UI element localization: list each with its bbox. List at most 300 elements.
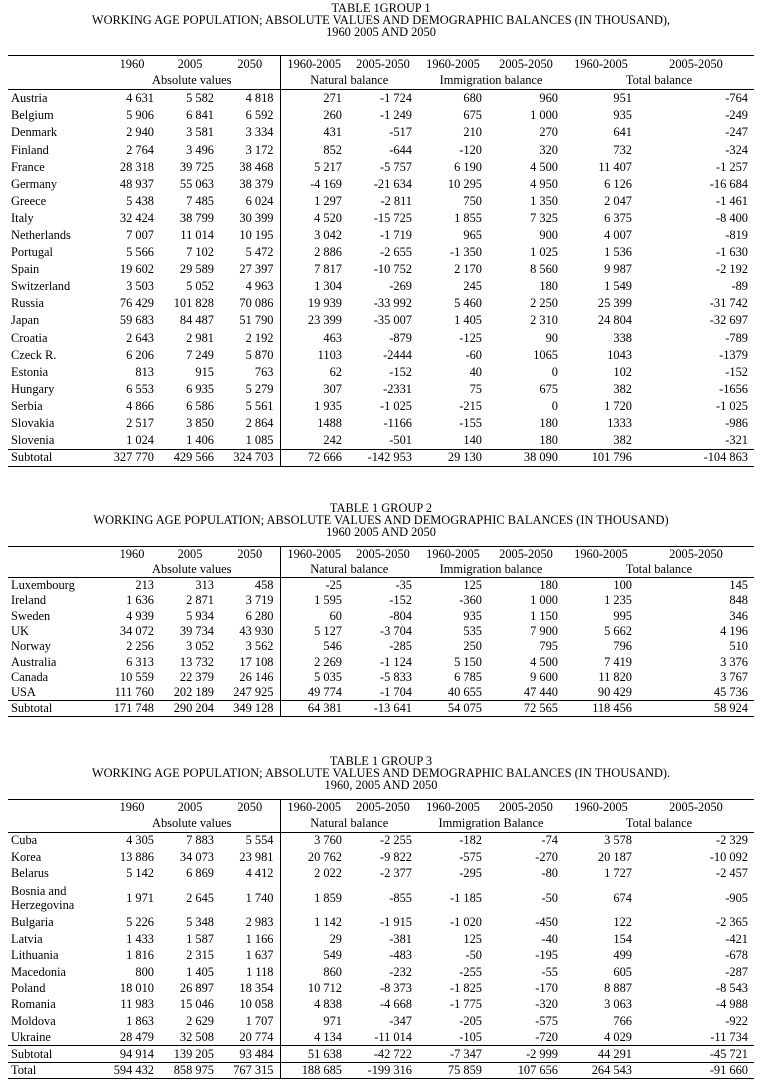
table-cell: -1379 — [719, 347, 748, 362]
table-cell: 2 170 — [454, 262, 482, 277]
table-cell: -295 — [459, 866, 482, 881]
table-cell: 1 855 — [454, 210, 482, 225]
table-cell: 6 586 — [186, 398, 214, 413]
group2-year-header: 1960-2005 — [564, 547, 638, 563]
table-cell: 28 318 — [119, 159, 154, 174]
table-cell: 6 592 — [245, 108, 274, 123]
table-cell: 1043 — [607, 347, 632, 362]
table-cell: 26 146 — [239, 669, 274, 684]
table-row — [8, 624, 754, 639]
table-cell: 675 — [463, 108, 482, 123]
table-cell: -1 825 — [449, 981, 482, 995]
table-cell: 49 774 — [280, 685, 348, 701]
table-cell: 13 732 — [179, 654, 214, 669]
table-cell: -1 020 — [449, 915, 482, 930]
table-cell: 1 536 — [604, 245, 632, 260]
table-cell: -804 — [389, 608, 412, 623]
subtotal-cell: -13 641 — [348, 701, 418, 717]
row-label: Latvia — [11, 931, 43, 946]
table-cell: -2 811 — [380, 193, 412, 208]
table-cell: 1 587 — [186, 931, 214, 946]
total-cell: 767 315 — [220, 1062, 280, 1078]
table-cell: 90 — [545, 330, 558, 345]
table-cell: 5 142 — [126, 866, 154, 881]
table-cell: 140 — [463, 432, 482, 447]
table-cell: -1 724 — [379, 91, 412, 106]
table-cell: 11 014 — [180, 227, 214, 242]
group1-year-header: 1960 — [104, 56, 160, 73]
total-cell: 75 859 — [418, 1062, 488, 1078]
table-cell: 4 007 — [604, 227, 632, 242]
table-cell: -575 — [459, 849, 482, 864]
row-label: Slovenia — [11, 432, 55, 447]
table-cell: -1 124 — [379, 654, 412, 669]
table-cell: 1 000 — [530, 593, 558, 608]
table-cell: 125 — [463, 931, 482, 946]
table-cell: 10 195 — [239, 227, 274, 242]
table-cell: 18 354 — [239, 981, 274, 995]
table-cell: 860 — [280, 964, 348, 980]
group1-year-header: 2005-2050 — [638, 56, 754, 73]
table-cell: 260 — [280, 107, 348, 124]
table-cell: 680 — [463, 91, 482, 106]
table-cell: -10 752 — [373, 262, 412, 277]
table-cell: 75 — [469, 381, 482, 396]
table-cell: 0 — [551, 364, 558, 379]
table-cell: 732 — [613, 142, 632, 157]
table-cell: 4 818 — [245, 91, 274, 106]
table-cell: -678 — [725, 948, 748, 963]
table-cell: -517 — [389, 125, 412, 140]
table-cell: 18 010 — [119, 981, 154, 995]
table-cell: -285 — [389, 639, 412, 654]
table-cell: -321 — [725, 432, 748, 447]
table-cell: 5 934 — [186, 608, 214, 623]
table-cell: 270 — [539, 125, 558, 140]
table-cell: 5 554 — [245, 833, 274, 848]
row-label: UK — [11, 624, 29, 639]
table-cell: 338 — [613, 330, 632, 345]
table-cell: 0 — [551, 398, 558, 413]
table-cell: 1 085 — [245, 432, 274, 447]
table-cell: 2 629 — [186, 1013, 214, 1028]
table-row — [8, 639, 754, 654]
table-cell: 2 047 — [604, 193, 632, 208]
table-cell: 59 683 — [119, 313, 154, 328]
table-cell: -905 — [725, 890, 748, 905]
table-cell: 1 024 — [126, 432, 154, 447]
table-cell: 605 — [613, 964, 632, 979]
table-cell: 7 883 — [186, 833, 214, 848]
group2-section — [0, 502, 762, 538]
table-cell: -1 025 — [715, 398, 748, 413]
row-label: Croatia — [11, 330, 48, 345]
table-cell: 1 549 — [604, 279, 632, 294]
table-cell: -360 — [459, 593, 482, 608]
table-cell: 675 — [539, 381, 558, 396]
table-cell: 10 559 — [119, 669, 154, 684]
table-cell: 6 841 — [186, 108, 214, 123]
table-cell: -269 — [389, 279, 412, 294]
group1-year-header: 2005 — [160, 56, 220, 73]
table-cell: 40 655 — [447, 685, 482, 700]
table-row — [8, 244, 754, 261]
table-cell: -11 014 — [374, 1029, 412, 1044]
table-cell: 32 508 — [179, 1029, 214, 1044]
table-cell: 1 297 — [280, 193, 348, 210]
subtotal-cell: 93 484 — [220, 1046, 280, 1062]
table-cell: 549 — [280, 948, 348, 964]
table-cell: 101 828 — [173, 296, 214, 311]
group1-group-header: Total balance — [625, 73, 693, 88]
subtotal-cell: 44 291 — [564, 1046, 638, 1062]
table-cell: 38 468 — [239, 159, 274, 174]
row-label: Lithuania — [11, 948, 59, 963]
table-cell: -1 249 — [379, 108, 412, 123]
table-cell: 2 269 — [280, 654, 348, 669]
table-cell: -644 — [389, 142, 412, 157]
table-cell: 2 250 — [530, 296, 558, 311]
row-label: Australia — [11, 654, 57, 669]
table-cell: 2 643 — [126, 330, 154, 345]
table-cell: -74 — [541, 833, 558, 848]
table-cell: 796 — [613, 639, 632, 654]
group1-section — [0, 2, 762, 38]
table-cell: 4 412 — [245, 866, 274, 881]
table-cell: 4 500 — [530, 159, 558, 174]
table-cell: -55 — [541, 964, 558, 979]
table-cell: 750 — [463, 193, 482, 208]
table-cell: -195 — [535, 948, 558, 963]
group2-corner2 — [8, 562, 104, 578]
table-cell: -2 365 — [715, 915, 748, 930]
table-cell: 213 — [135, 578, 154, 593]
table-cell: 38 379 — [239, 176, 274, 191]
table-cell: 7 249 — [186, 347, 214, 362]
subtotal-cell: 290 204 — [160, 701, 220, 717]
table-cell: 960 — [539, 91, 558, 106]
subtotal-label: Subtotal — [8, 449, 104, 466]
table-cell: -2331 — [383, 381, 412, 396]
table-cell: -35 — [395, 578, 412, 593]
group3-group-header: Total balance — [625, 816, 693, 831]
table-cell: -287 — [725, 964, 748, 979]
row-label: Denmark — [11, 125, 58, 140]
table-cell: 47 440 — [523, 685, 558, 700]
table-cell: -10 092 — [709, 849, 748, 864]
table-cell: 100 — [613, 578, 632, 593]
table-cell: 39 725 — [179, 159, 214, 174]
table-cell: 1 707 — [245, 1013, 274, 1028]
table-cell: 180 — [539, 279, 558, 294]
group2-year-header: 1960 — [104, 547, 160, 563]
table-cell: 202 189 — [173, 685, 214, 700]
table-cell: 48 937 — [119, 176, 154, 191]
table-cell: 34 073 — [179, 849, 214, 864]
table-row — [8, 849, 754, 865]
table-cell: 1 935 — [280, 398, 348, 415]
group1-year-header: 1960-2005 — [564, 56, 638, 73]
table-cell: -232 — [389, 964, 412, 979]
table-cell: 2 310 — [530, 313, 558, 328]
subtotal-cell: 327 770 — [104, 449, 160, 466]
table-cell: 7 900 — [530, 624, 558, 639]
table-cell: 1 863 — [126, 1013, 154, 1028]
table-row — [8, 330, 754, 347]
total-cell: 188 685 — [280, 1062, 348, 1078]
group3-title-line1: TABLE 1 GROUP 3 — [329, 754, 433, 768]
table-cell: 1 235 — [604, 593, 632, 608]
subtotal-cell: 58 924 — [638, 701, 754, 717]
table-row — [8, 347, 754, 364]
table-cell: -247 — [725, 125, 748, 140]
table-cell: 5 150 — [454, 654, 482, 669]
group3-year-header: 2005-2050 — [488, 800, 564, 816]
row-label: Ireland — [11, 593, 47, 608]
table-cell: 971 — [280, 1013, 348, 1029]
table-cell: 180 — [539, 416, 558, 431]
table-cell: -819 — [725, 227, 748, 242]
row-label: Austria — [11, 91, 48, 106]
table-cell: 2 022 — [280, 866, 348, 882]
table-cell: -32 697 — [709, 313, 748, 328]
table-cell: 4 838 — [280, 997, 348, 1013]
table-cell: 145 — [729, 578, 748, 593]
table-row — [8, 295, 754, 312]
table-cell: 5 279 — [245, 381, 274, 396]
row-label: France — [11, 159, 45, 174]
table-cell: 2 981 — [186, 330, 214, 345]
table-cell: 5 348 — [186, 915, 214, 930]
table-cell: 29 — [280, 931, 348, 947]
table-cell: 11 983 — [120, 997, 154, 1012]
table-cell: 19 939 — [280, 295, 348, 312]
group1-group-header: Natural balance — [280, 73, 418, 90]
table-row — [8, 609, 754, 624]
table-cell: 1 406 — [186, 432, 214, 447]
table-cell: -922 — [725, 1013, 748, 1028]
table-cell: -421 — [725, 931, 748, 946]
total-cell: 107 656 — [488, 1062, 564, 1078]
table-cell: 7 485 — [186, 193, 214, 208]
table-cell: 4 029 — [604, 1029, 632, 1044]
table-cell: 4 950 — [530, 176, 558, 191]
table-cell: 10 712 — [280, 980, 348, 996]
table-cell: -1 257 — [715, 159, 748, 174]
table-cell: 1 636 — [126, 593, 154, 608]
table-cell: 1 816 — [126, 948, 154, 963]
table-cell: -205 — [459, 1013, 482, 1028]
table-row — [8, 432, 754, 449]
group1-group-header: Immigration balance — [439, 73, 543, 88]
group3-group-header: Absolute values — [152, 816, 232, 831]
group2-group-header: Absolute values — [152, 562, 232, 576]
table-row — [8, 227, 754, 244]
table-cell: 6 280 — [245, 608, 274, 623]
table-cell: -381 — [389, 931, 412, 946]
table-cell: 245 — [463, 279, 482, 294]
row-label: Estonia — [11, 364, 49, 379]
table-cell: 5 662 — [604, 624, 632, 639]
table-cell: -1 461 — [715, 193, 748, 208]
table-cell: 4 196 — [720, 624, 748, 639]
table-cell: 1 433 — [126, 931, 154, 946]
table-cell: -855 — [389, 890, 412, 905]
row-label: Slovakia — [11, 416, 55, 431]
table-cell: -2 192 — [715, 262, 748, 277]
table-cell: 1 304 — [280, 278, 348, 295]
subtotal-cell: 324 703 — [220, 449, 280, 466]
table-cell: 2 764 — [126, 142, 154, 157]
table-cell: 8 887 — [604, 981, 632, 995]
table-cell: 125 — [463, 578, 482, 593]
subtotal-cell: 72 666 — [280, 449, 348, 466]
table-cell: 3 063 — [604, 997, 632, 1012]
table-cell: 3 767 — [720, 669, 748, 684]
table-cell: -50 — [465, 948, 482, 963]
row-label: Czeck R. — [11, 347, 57, 362]
table-cell: 2 645 — [186, 890, 214, 905]
table-cell: 320 — [539, 142, 558, 157]
table-cell: 935 — [463, 608, 482, 623]
table-cell: -25 — [280, 578, 348, 593]
table-cell: 346 — [729, 608, 748, 623]
row-label: Macedonia — [11, 964, 67, 979]
group3-corner2 — [8, 816, 104, 832]
table-cell: -1656 — [719, 381, 748, 396]
subtotal-label: Subtotal — [8, 1046, 104, 1062]
table-cell: 3 503 — [126, 279, 154, 294]
table-cell: 7 419 — [604, 654, 632, 669]
table-cell: 3 376 — [720, 654, 748, 669]
table-cell: 11 407 — [598, 159, 632, 174]
group1-group-header-row — [8, 73, 754, 90]
table-cell: 7 817 — [280, 261, 348, 278]
group2-year-header: 1960-2005 — [280, 547, 348, 563]
group3-year-header: 2050 — [220, 800, 280, 816]
table-cell: 995 — [613, 608, 632, 623]
table-cell: 2 864 — [245, 416, 274, 431]
table-cell: -35 007 — [373, 313, 412, 328]
subtotal-cell: 171 748 — [104, 701, 160, 717]
table-cell: 2 983 — [245, 915, 274, 930]
table-cell: 70 086 — [239, 296, 274, 311]
table-row — [8, 107, 754, 124]
table-row — [8, 964, 754, 980]
subtotal-cell: 72 565 — [488, 701, 564, 717]
table-row — [8, 670, 754, 685]
group2-group-header: Total balance — [625, 562, 693, 576]
table-cell: -2 457 — [715, 866, 748, 881]
table-cell: 40 — [469, 364, 482, 379]
row-label: Sweden — [11, 608, 51, 623]
table-cell: 23 399 — [280, 312, 348, 329]
table-cell: 1 166 — [245, 931, 274, 946]
table-cell: 17 108 — [239, 654, 274, 669]
table-cell: -324 — [725, 142, 748, 157]
group1-corner — [8, 56, 104, 73]
subtotal-cell: 429 566 — [160, 449, 220, 466]
table-cell: 3 042 — [280, 227, 348, 244]
table-cell: 4 631 — [126, 91, 154, 106]
table-cell: 458 — [254, 578, 274, 593]
table-cell: 180 — [539, 578, 558, 593]
table-cell: 1 595 — [280, 593, 348, 608]
table-cell: 813 — [135, 364, 154, 379]
table-cell: -33 992 — [373, 296, 412, 311]
table-cell: -125 — [459, 330, 482, 345]
subtotal-cell: 139 205 — [160, 1046, 220, 1062]
table-cell: 1 859 — [280, 882, 348, 915]
row-label: Belarus — [11, 866, 49, 881]
table-cell: 3 850 — [186, 416, 214, 431]
table-cell: -2 329 — [715, 833, 748, 848]
table-cell: 20 762 — [280, 849, 348, 865]
table-row — [8, 948, 754, 964]
table-cell: 6 785 — [454, 669, 482, 684]
subtotal-cell: 51 638 — [280, 1046, 348, 1062]
table-cell: -50 — [541, 890, 558, 905]
table-row — [8, 685, 754, 701]
subtotal-cell: -45 721 — [638, 1046, 754, 1062]
table-cell: -5 757 — [379, 159, 412, 174]
table-cell: 641 — [613, 125, 632, 140]
table-cell: 34 072 — [119, 624, 154, 639]
table-cell: -8 400 — [715, 210, 748, 225]
group3-title-line2: WORKING AGE POPULATION; ABSOLUTE VALUES AND DEMOGRAPHIC BALANCES (IN THOUSAND). — [91, 766, 671, 780]
subtotal-cell: 38 090 — [488, 449, 564, 466]
table-cell: 3 496 — [186, 142, 214, 157]
table-cell: 900 — [539, 227, 558, 242]
table-cell: -720 — [535, 1029, 558, 1044]
table-cell: 848 — [729, 593, 748, 608]
table-cell: 45 736 — [713, 685, 748, 700]
row-label: Canada — [11, 669, 49, 684]
table-row — [8, 654, 754, 669]
table-cell: -320 — [535, 997, 558, 1012]
table-cell: -9 822 — [379, 849, 412, 864]
table-cell: 3 719 — [245, 593, 274, 608]
table-cell: 1 118 — [246, 964, 274, 979]
row-label: Spain — [11, 262, 40, 277]
row-label: Switzerland — [11, 279, 71, 294]
group2-table — [8, 546, 754, 717]
row-label: Germany — [11, 176, 58, 191]
table-cell: 1 000 — [530, 108, 558, 123]
table-cell: 1488 — [280, 415, 348, 432]
table-cell: 499 — [613, 948, 632, 963]
group3-section — [0, 755, 762, 791]
table-cell: 766 — [613, 1013, 632, 1028]
group2-year-header: 2005-2050 — [348, 547, 418, 563]
total-cell: 858 975 — [160, 1062, 220, 1078]
table-cell: 1 142 — [280, 915, 348, 931]
table-cell: 22 379 — [179, 669, 214, 684]
table-cell: 6 935 — [186, 381, 214, 396]
table-cell: -1 185 — [449, 890, 482, 905]
table-cell: 1 720 — [604, 398, 632, 413]
table-row — [8, 312, 754, 329]
group2-group-header-row — [8, 562, 754, 578]
table-row — [8, 866, 754, 882]
table-cell: 1 637 — [245, 948, 274, 963]
group2-year-header: 2005-2050 — [638, 547, 754, 563]
group3-table — [8, 799, 754, 1079]
table-cell: 4 500 — [530, 654, 558, 669]
group3-year-header: 1960 — [104, 800, 160, 816]
table-cell: 60 — [280, 609, 348, 624]
table-cell: -31 742 — [709, 296, 748, 311]
